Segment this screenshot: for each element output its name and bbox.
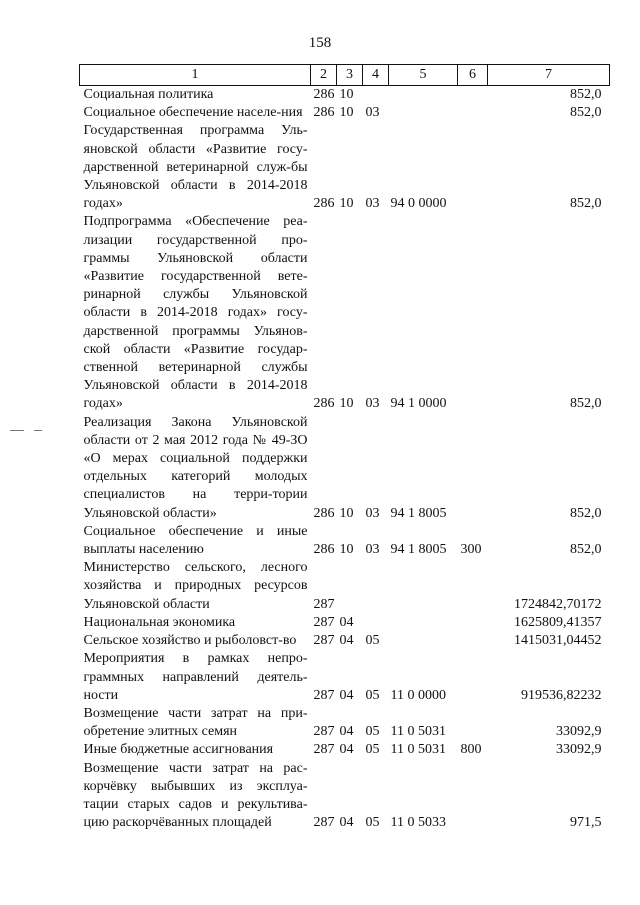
table-row <box>80 741 610 759</box>
row-subsection-cell: 05 <box>365 815 380 831</box>
row-section-cell: 04 <box>339 724 354 740</box>
row-amount-cell: 852,0 <box>570 505 602 521</box>
row-expense-type-cell <box>458 760 488 833</box>
scan-artifact-line <box>10 430 24 431</box>
row-subsection-cell <box>363 86 389 105</box>
row-name-cell: Социальное обеспечение и иные выплаты населению <box>83 523 308 558</box>
column-header-7: 7 <box>488 65 610 86</box>
row-target-article-cell: 11 0 5033 <box>390 815 446 831</box>
table-row <box>80 705 610 741</box>
row-name-cell: Подпрограмма «Обеспечение реа-лизации государственной про-граммы Ульяновской области «Развитие государственной вете-ринарной службы Ульяновской области в 2014-2018 годах» госу-дарственной программы Ульянов-ской области «Развитие государ-ственной ветеринарной службы Ульяновской области в 2014-2018 годах» <box>83 214 308 412</box>
row-expense-type-cell <box>458 650 488 705</box>
row-subsection-cell: 03 <box>365 542 380 558</box>
row-code-cell: 286 <box>313 105 335 121</box>
row-subsection-cell <box>363 614 389 632</box>
column-header-5: 5 <box>389 65 458 86</box>
row-subsection-cell: 05 <box>365 742 380 758</box>
row-name-cell: Социальная политика <box>83 87 214 102</box>
row-code-cell: 286 <box>313 87 335 102</box>
table-row <box>80 614 610 632</box>
row-code-cell: 287 <box>313 724 335 740</box>
table-row <box>80 414 610 523</box>
row-name-cell: Иные бюджетные ассигнования <box>83 742 274 758</box>
row-amount-cell: 852,0 <box>570 105 602 121</box>
table-body <box>80 86 610 833</box>
row-name-cell: Министерство сельского, лесного хозяйства и природных ресурсов Ульяновской области <box>83 560 308 612</box>
row-code-cell: 286 <box>313 542 335 558</box>
table-row <box>80 559 610 614</box>
row-target-article-cell: 11 0 0000 <box>390 687 446 703</box>
table-header <box>80 65 610 86</box>
row-target-article-cell <box>389 614 458 632</box>
column-header-3: 3 <box>337 65 363 86</box>
table-row <box>80 86 610 105</box>
row-amount-cell: 33092,9 <box>556 742 602 758</box>
row-name-cell: Реализация Закона Ульяновской области от 2 мая 2012 года № 49-ЗО «О мерах социальной поддержки отдельных категорий молодых специалистов на терри-тории Ульяновской области» <box>83 414 308 521</box>
row-code-cell: 287 <box>313 633 335 649</box>
column-header-6: 6 <box>458 65 488 86</box>
budget-table <box>79 64 610 832</box>
row-code-cell: 287 <box>313 687 335 703</box>
row-expense-type-cell <box>458 414 488 523</box>
row-amount-cell: 1625809,41357 <box>514 614 602 630</box>
row-section-cell: 04 <box>339 742 354 758</box>
row-section-cell: 10 <box>339 542 354 558</box>
row-section-cell: 04 <box>339 633 354 649</box>
row-target-article-cell <box>389 632 458 650</box>
row-section-cell: 10 <box>339 396 354 412</box>
table-row <box>80 632 610 650</box>
table-row <box>80 213 610 413</box>
row-amount-cell: 1724842,70172 <box>514 596 602 612</box>
row-name-cell: Национальная экономика <box>83 614 236 630</box>
table-row <box>80 760 610 833</box>
column-header-1: 1 <box>80 65 311 86</box>
page-number: 158 <box>308 35 332 51</box>
table-row <box>80 650 610 705</box>
row-target-article-cell <box>389 559 458 614</box>
row-name-cell: Государственная программа Уль-яновской области «Развитие госу-дарственной ветеринарной служ-бы Ульяновской области в 2014-2018 годах» <box>83 123 308 212</box>
row-target-article-cell: 94 1 8005 <box>390 505 447 521</box>
row-amount-cell: 852,0 <box>570 87 602 102</box>
table-row <box>80 122 610 213</box>
table-row <box>80 523 610 559</box>
row-section-cell: 10 <box>339 196 354 212</box>
row-amount-cell: 971,5 <box>570 815 602 831</box>
row-expense-type-cell <box>458 614 488 632</box>
row-section-cell: 10 <box>339 87 354 102</box>
row-code-cell: 287 <box>313 815 335 831</box>
row-amount-cell: 852,0 <box>570 396 602 412</box>
row-code-cell: 286 <box>313 196 335 212</box>
row-name-cell: Социальное обеспечение населе-ния <box>83 105 303 121</box>
scan-artifact-line <box>34 430 42 431</box>
row-target-article-cell: 94 0 0000 <box>390 196 447 212</box>
row-subsection-cell: 03 <box>365 505 380 521</box>
row-expense-type-cell <box>458 559 488 614</box>
row-expense-type-cell <box>458 213 488 413</box>
row-target-article-cell <box>389 86 458 105</box>
row-section-cell: 04 <box>339 815 354 831</box>
row-expense-type-cell <box>458 104 488 122</box>
row-expense-type-cell <box>458 632 488 650</box>
column-header-4: 4 <box>363 65 389 86</box>
row-subsection-cell: 05 <box>365 633 380 649</box>
row-code-cell: 286 <box>313 505 335 521</box>
row-subsection-cell <box>363 559 389 614</box>
row-code-cell: 287 <box>313 614 335 630</box>
table-row <box>80 104 610 122</box>
column-header-2: 2 <box>311 65 337 86</box>
row-amount-cell: 1415031,04452 <box>514 633 602 649</box>
row-subsection-cell: 03 <box>365 196 380 212</box>
row-name-cell: Возмещение части затрат на рас-корчёвку выбывших из эксплуа-тации старых садов и рекультива-цию раскорчёванных площадей <box>83 760 308 831</box>
row-code-cell: 287 <box>313 742 335 758</box>
row-expense-type-cell: 300 <box>460 542 482 558</box>
row-code-cell: 287 <box>313 596 335 612</box>
row-target-article-cell <box>389 104 458 122</box>
row-subsection-cell: 03 <box>365 396 380 412</box>
row-section-cell: 04 <box>339 687 354 703</box>
row-expense-type-cell: 800 <box>460 742 482 758</box>
row-code-cell: 286 <box>313 396 335 412</box>
row-name-cell: Мероприятия в рамках непро-граммных направлений деятель-ности <box>83 651 308 703</box>
row-expense-type-cell <box>458 122 488 213</box>
row-amount-cell: 33092,9 <box>556 724 602 740</box>
row-target-article-cell: 11 0 5031 <box>390 742 446 758</box>
row-section-cell: 04 <box>339 614 354 630</box>
row-name-cell: Сельское хозяйство и рыболовст-во <box>83 633 297 649</box>
row-amount-cell: 919536,82232 <box>521 687 602 703</box>
row-amount-cell: 852,0 <box>570 542 602 558</box>
row-target-article-cell: 94 1 0000 <box>390 396 447 412</box>
row-subsection-cell: 03 <box>365 105 380 121</box>
row-name-cell: Возмещение части затрат на при-обретение элитных семян <box>83 705 308 740</box>
row-expense-type-cell <box>458 705 488 741</box>
row-section-cell: 10 <box>339 105 354 121</box>
row-target-article-cell: 11 0 5031 <box>390 724 446 740</box>
row-section-cell: 10 <box>339 505 354 521</box>
row-subsection-cell: 05 <box>365 724 380 740</box>
row-subsection-cell: 05 <box>365 687 380 703</box>
row-section-cell <box>337 559 363 614</box>
row-amount-cell: 852,0 <box>570 196 602 212</box>
row-target-article-cell: 94 1 8005 <box>390 542 447 558</box>
row-expense-type-cell <box>458 86 488 105</box>
